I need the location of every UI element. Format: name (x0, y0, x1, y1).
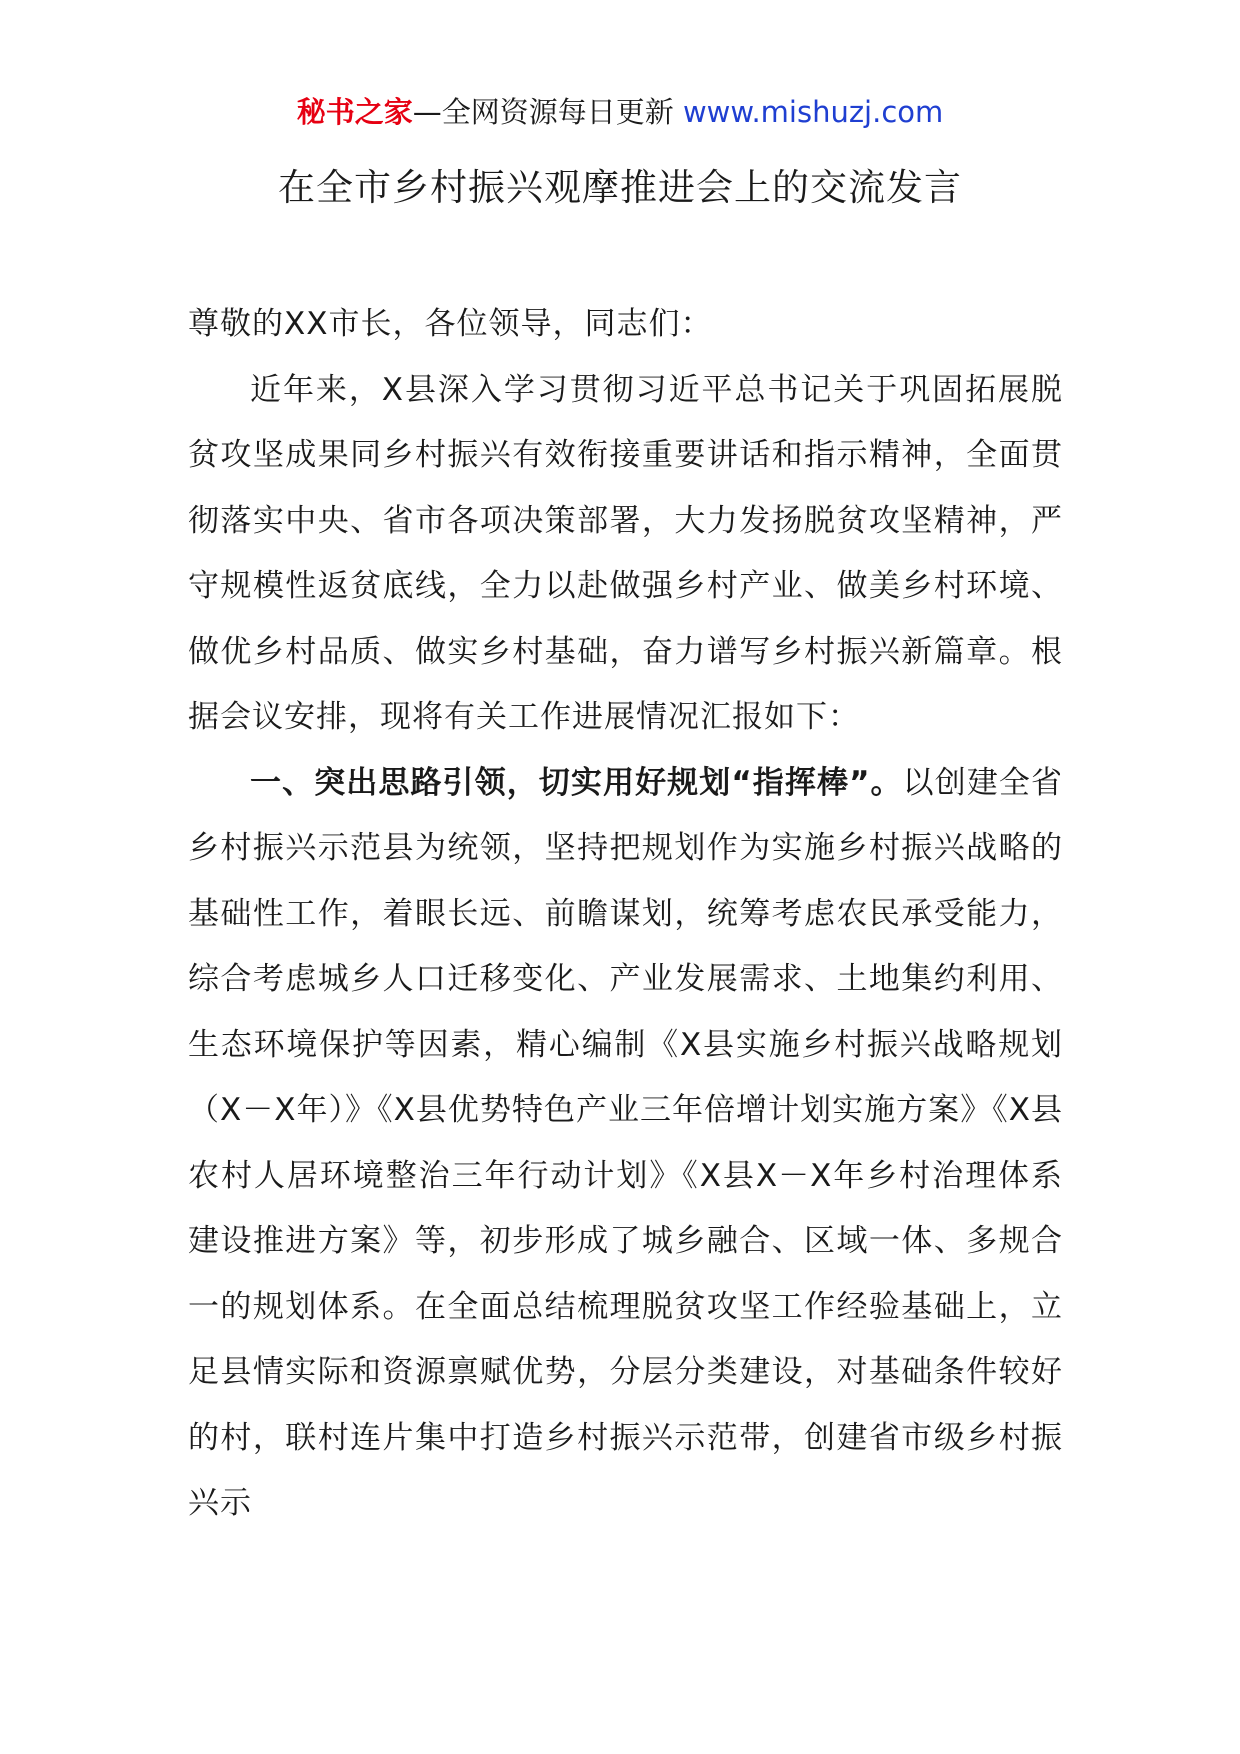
intro-paragraph: 近年来，X县深入学习贯彻习近平总书记关于巩固拓展脱贫攻坚成果同乡村振兴有效衔接重要讲话和指示精神，全面贯彻落实中央、省市各项决策部署，大力发扬脱贫攻坚精神，严守规模性返贫底线，全力以赴做强乡村产业、做美乡村环境、做优乡村品质、做实乡村基础，奋力谱写乡村振兴新篇章。根据会议安排，现将有关工作进展情况汇报如下： (188, 371, 1063, 735)
section-1-body: 以创建全省乡村振兴示范县为统领，坚持把规划作为实施乡村振兴战略的基础性工作，着眼长远、前瞻谋划，统筹考虑农民承受能力，综合考虑城乡人口迁移变化、产业发展需求、土地集约利用、生态环境保护等因素，精心编制《X县实施乡村振兴战略规划（X－X年）》《X县优势特色产业三年倍增计划实施方案》《X县农村人居环境整治三年行动计划》《X县X－X年乡村治理体系建设推进方案》等，初步形成了城乡融合、区域一体、多规合一的规划体系。在全面总结梳理脱贫攻坚工作经验基础上，立足县情实际和资源禀赋优势，分层分类建设，对基础条件较好的村，联村连片集中打造乡村振兴示范带，创建省市级乡村振兴示 (188, 764, 1064, 1521)
site-brand-name: 秘书之家 (296, 95, 413, 129)
section-1-heading: 一、突出思路引领，切实用好规划“指挥棒”。 (250, 764, 903, 801)
site-url-link[interactable]: www.mishuzj.com (682, 95, 944, 129)
site-tagline: —全网资源每日更新 (412, 95, 683, 129)
section-1-paragraph (188, 751, 1063, 1537)
document-title: 在全市乡村振兴观摩推进会上的交流发言 (278, 166, 962, 209)
site-banner (0, 92, 1240, 132)
salutation: 尊敬的XX市长，各位领导，同志们： (188, 306, 713, 342)
document-body (188, 292, 1063, 1537)
